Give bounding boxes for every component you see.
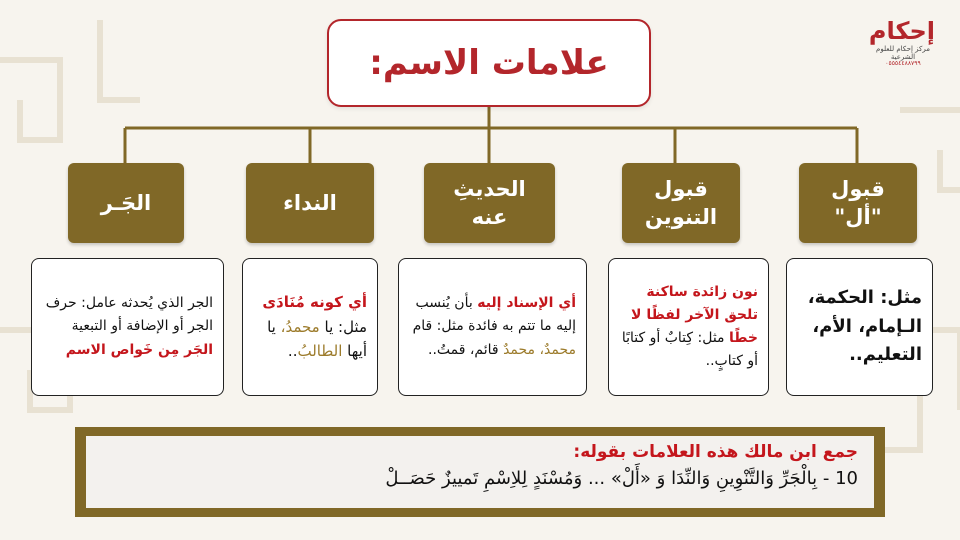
logo [868,17,935,79]
heading-al: قبول "أل" [799,163,917,243]
heading-nida: النداء [246,163,374,243]
desc-hadith-text: بأن يُنسب إليه ما تتم به فائدة مثل: قام [412,295,576,335]
desc-hadith-example-3: قائم، قمتُ.. [428,341,499,358]
desc-al-text: مثل: الحكمة، الـإمام، الأم، التعليم.. [807,286,922,366]
diagram-title-box [327,19,651,107]
desc-nida-text-1: مثل: يا [324,317,367,336]
desc-nida-example-1: محمدُ، [280,317,320,336]
desc-hadith-example-1: محمدٌ، [539,341,576,358]
logo-phone: ٠٥٥٥٤٤٨٨٧٩٩ [885,60,921,68]
logo-subtitle: مركز إحكام للعلوم الشرعية [876,45,930,61]
desc-nida-example-2: الطالبُ [297,342,343,361]
desc-hadith-example-2: محمدٌ [503,341,536,358]
heading-jarr: الجَـر [68,163,184,243]
bottom-quote-title: جمع ابن مالك هذه العلامات بقوله: [573,442,858,462]
heading-hadith: الحديثِ عنه [424,163,555,243]
desc-hadith [398,258,587,396]
desc-al [786,258,933,396]
desc-nida-definition: أي كونه مُنَادَى [262,292,367,311]
desc-jarr [31,258,224,396]
desc-nida-text-2: يا أيها [267,317,367,361]
desc-jarr-text: الجر الذي يُحدثه عامل: حرف الجر أو الإضافة أو التبعية [45,295,213,335]
desc-tanween-definition: نون زائدة ساكنة تلحق الآخر لفظًا لا خطًا [631,283,758,346]
desc-nida-text-3: .. [287,342,298,361]
desc-tanween [608,258,769,396]
bottom-quote-verse: 10 - بِالْجَرِّ وَالتَّنْوِينِ وَالنِّدَا وَ «أَلْ» ... وَمُسْنَدٍ لِلاِسْمِ تَمييزٌ حَصَــلْ [385,468,858,489]
bottom-quote [86,436,874,508]
desc-tanween-example: مثل: كِتابٌ أو كتابًا أو كتابٍ.. [621,330,758,370]
logo-name: إحكام [868,17,935,45]
desc-hadith-definition: أي الإسناد إليه [477,295,576,312]
desc-jarr-note: الجَر مِن خَواص الاسم [65,341,213,358]
diagram-title: علامات الاسم: [369,43,609,83]
desc-nida [242,258,378,396]
heading-tanween: قبول التنوين [622,163,740,243]
bottom-quote-frame [75,427,885,517]
